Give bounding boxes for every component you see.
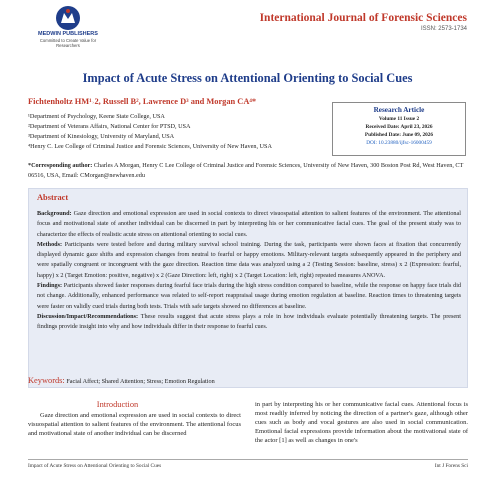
corresponding-label: *Corresponding author: [28, 162, 93, 169]
abstract-section-label: Discussion/Impact/Recommendations: [37, 312, 139, 320]
published-date: Published Date: June 09, 2026 [364, 132, 434, 138]
abstract-section-label: Findings: [37, 282, 63, 290]
journal-title[interactable]: International Journal of Forensic Sciences [259, 12, 467, 24]
abstract-section-label: Background: [37, 210, 72, 217]
footer-running-title: Impact of Acute Stress on Attentional Orienting to Social Cues [28, 463, 162, 469]
publisher-tagline: Committed to Create Value for Researchers [39, 38, 97, 48]
keywords [28, 376, 468, 385]
abstract-findings [37, 281, 461, 312]
footer-divider [28, 459, 468, 460]
body-right-column [255, 401, 468, 446]
doi-link[interactable]: DOI: 10.23880/ijfsc-16000459 [366, 140, 432, 146]
volume-issue: Volume 11 Issue 2 [378, 116, 420, 122]
abstract-methods [37, 240, 461, 281]
intro-paragraph-right: in part by interpreting his or her communicative facial cues. Attentional focus is most readily inferred by noticing the direction of a partner's gaze, although other cues such as body and vocal gestures are also used in social communication. Emotional facial expressions provide information about the motivational state of the actor [1] as well as changes in one's [255, 401, 468, 444]
abstract-section-text: These results suggest that acute stress plays a role in how individuals evaluate potentially threatening targets. The present findings provide insight into why and how individuals differ in their response to fearful cues. [37, 312, 461, 331]
abstract-section-text: Participants showed faster responses during fearful face trials during the high stress condition compared to baseline, while the response on happy face trials did not change. Additionally, enhanced performance was related to self-report reappraisal usage during emotion regulation at baseline. Reaction times to threatening targets were faster on validly cued trials during both tests. Trials with safe targets showed no differences at baseline. [37, 282, 462, 310]
affiliation-4: ⁴Henry C. Lee College of Criminal Justice and Forensic Sciences, University of New Haven, USA [28, 143, 272, 150]
article-type: Research Article [373, 106, 425, 114]
journal-issn: ISSN: 2573-1734 [420, 26, 467, 32]
received-date: Received Date: April 23, 2026 [365, 124, 433, 130]
affiliation-3: ³Department of Kinesiology, University of Maryland, USA [28, 133, 175, 140]
abstract-section-text: Participants were tested before and during military survival school training. During the task, participants were shown faces at fixation that concurrently displayed dynamic gaze shifts and expression changes from neutral to fearful or happy emotions. Military-relevant targets subsequently appeared in the periphery and were spatially congruent or incongruent with the gaze direction. Reaction time data was analyzed using a 2 (Testing Session: baseline, stress) x 2 (Expression: fearful, happy) x 2 (Target Emotion: positive, negative) x 2 (Gaze Direction: left, right) x 2 (Target Location: left, right) repeated measures ANOVA. [37, 240, 462, 279]
corresponding-author [28, 161, 468, 180]
abstract-section-label: Methods: [37, 240, 63, 248]
keywords-label: Keywords: [28, 376, 65, 385]
footer-journal-abbrev: Int J Forens Sci [434, 463, 468, 469]
intro-paragraph-left: Gaze direction and emotional expression are used in social contexts to direct visuospatial attention to salient features of the environment. The attentional focus and motivational state of another individual can be discerned [28, 411, 241, 437]
publisher-logo-icon [55, 5, 81, 31]
body-left-column [28, 401, 241, 439]
abstract-background [37, 209, 461, 240]
page-header [0, 0, 495, 56]
publisher-logo [28, 5, 108, 47]
abstract-box [28, 188, 468, 388]
abstract-discussion [37, 312, 461, 333]
affiliation-2: ²Department of Veterans Affairs, National Center for PTSD, USA [28, 123, 191, 130]
abstract-heading: Abstract [37, 193, 69, 202]
abstract-section-text: Gaze direction and emotional expression are used in social contexts to direct visuospatial attention to salient features of the environment. The attentional focus and motivational state of another individual can be discerned in part by interpreting his or her communicative facial cues. The goal of the present study was to characterize the effects of realistic acute stress on attentional orienting to social cues. [37, 210, 461, 238]
paper-title: Impact of Acute Stress on Attentional Orienting to Social Cues [82, 71, 413, 85]
corresponding-text[interactable]: Charles A Morgan, Henry C Lee College of Criminal Justice and Forensic Sciences, University of New Haven, 300 Boston Post Rd, West Haven, CT 06516, USA, Email: CMorgan@newhaven.edu [28, 162, 464, 179]
article-info-box [332, 102, 466, 156]
publisher-name: MEDWIN PUBLISHERS [38, 31, 98, 37]
abstract-body [37, 209, 461, 333]
affiliation-1: ¹Department of Psychology, Keene State College, USA [28, 113, 165, 120]
author-list: Fichtenholtz HM¹˒2, Russell B², Lawrence D³ and Morgan CA⁴* [28, 97, 257, 106]
introduction-heading: Introduction [96, 400, 139, 409]
keywords-text: Facial Affect; Shared Attention; Stress; Emotion Regulation [66, 378, 215, 385]
